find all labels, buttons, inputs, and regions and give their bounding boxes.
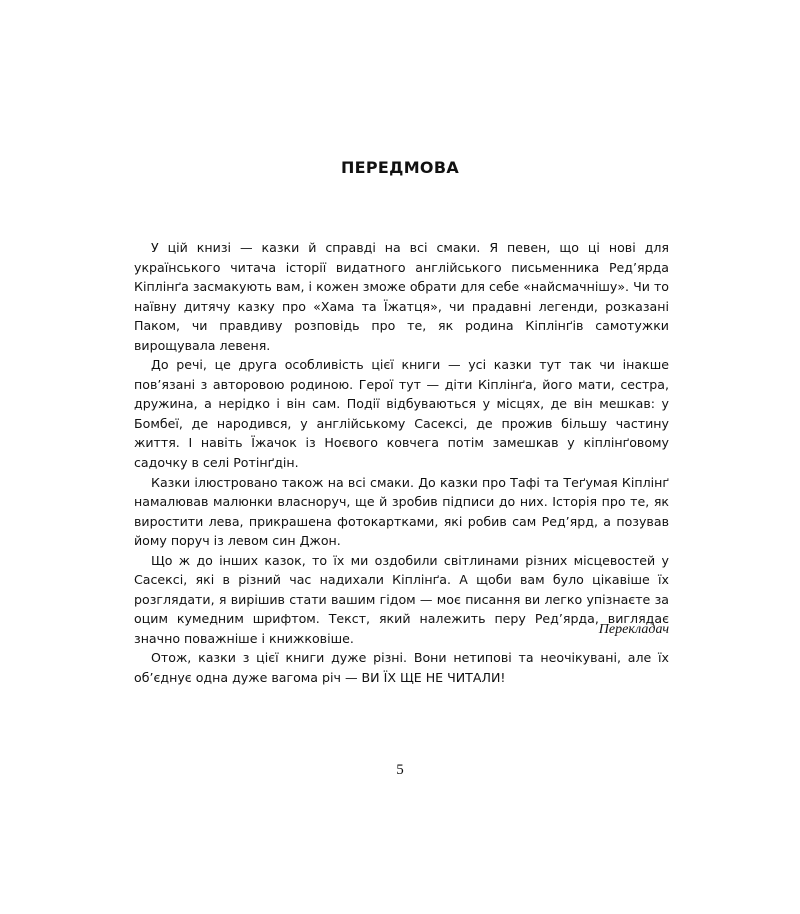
- translator-signature: Перекладач: [598, 622, 669, 637]
- paragraph-2: До речі, це друга особливість цієї книги — усі казки тут так чи інакше пов’язані з авторовою родиною. Герої тут — діти Кіплінґа, його мати, сестра, дружина, а нерідко і він сам. Події відбуваються у місцях, де він мешкав: у Бомбеї, де народився, у англійському Сасексі, де прожив більшу частину життя. І навіть Їжачок із Ноєвого ковчега потім замешкав у кіплінґовому садочку в селі Ротінґдін.: [134, 357, 669, 471]
- foreword-text: [134, 238, 669, 688]
- paragraph-5-emphasis: ВИ ЇХ ЩЕ НЕ ЧИТАЛИ!: [361, 670, 506, 686]
- paragraph-4: Що ж до інших казок, то їх ми оздобили світлинами різних місцевостей у Сасексі, які в різний час надихали Кіплінґа. А щоби вам було цікавіше їх розглядати, я вирішив стати вашим гідом — моє писання ви легко упізнаєте за оцим кумедним шрифтом. Текст, який належить перу Ред’ярда, виглядає значно поважніше і книжковіше.: [134, 552, 669, 646]
- page-number: 5: [396, 762, 404, 778]
- paragraph-5: [134, 648, 669, 687]
- paragraph-3: Казки ілюстровано також на всі смаки. До казки про Тафі та Теґумая Кіплінґ намалював малюнки власноруч, ще й зробив підписи до них. Історія про те, як виростити лева, прикрашена фотокартками, які робив сам Ред’ярд, а позував йому поруч із левом син Джон.: [134, 474, 669, 549]
- page-title: ПЕРЕДМОВА: [340, 158, 460, 177]
- paragraph-5-lead: Отож, казки з цієї книги дуже різні. Вони нетипові та неочікувані, але їх об’єднує одна дуже вагома річ —: [134, 650, 669, 686]
- paragraph-1: У цій книзі — казки й справді на всі смаки. Я певен, що ці нові для українського читача історії видатного англійського письменника Ред’ярда Кіплінґа засмакують вам, і кожен зможе обрати для себе «найсмачнішу». Чи то наївну дитячу казку про «Хама та Їжатця», чи прадавні легенди, розказані Паком, чи правдиву розповідь про те, як родина Кіплінґів самотужки вирощувала левеня.: [134, 240, 669, 353]
